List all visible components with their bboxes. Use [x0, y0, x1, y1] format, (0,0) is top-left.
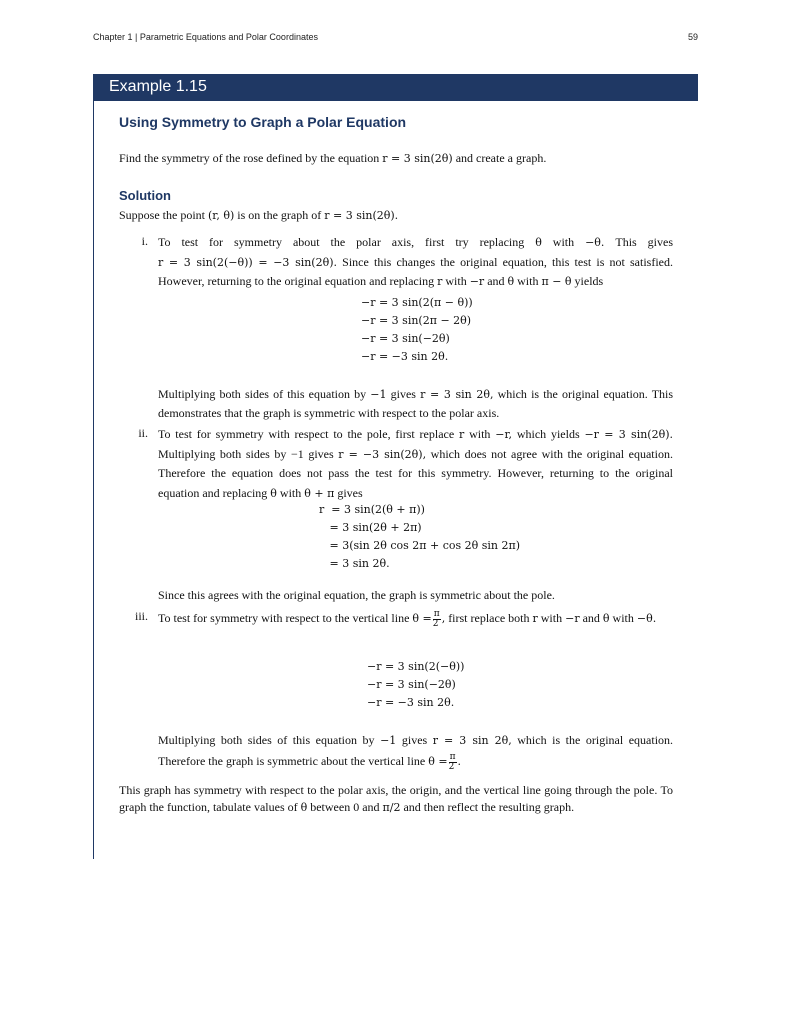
running-header-chapter: Chapter 1 | Parametric Equations and Polar Coordinates	[93, 32, 318, 42]
text-run: Suppose the point	[119, 208, 205, 222]
item-ii-conclusion: Since this agrees with the original equation, the graph is symmetric about the pole.	[158, 588, 555, 602]
equation-line: = 3 sin(2θ + 2π)	[319, 521, 422, 534]
text-run: To test for symmetry with respect to the vertical line	[158, 611, 410, 625]
equation-block-ii	[319, 501, 520, 573]
item-iii-conclusion	[158, 730, 673, 772]
text-run: with	[517, 274, 539, 288]
math-expression: −θ.	[585, 236, 605, 249]
text-run: which is the original equation. Therefore the graph is symmetric about the vertical line	[158, 733, 674, 768]
math-expression: −r,	[495, 428, 512, 441]
math-expression: .	[457, 755, 461, 768]
text-run: To test for symmetry with respect to the pole, first replace	[158, 427, 455, 441]
math-expression: −r	[565, 612, 580, 625]
math-expression: θ	[535, 236, 542, 249]
equation-line: = 3 sin 2θ.	[319, 557, 390, 570]
example-label: Example 1.15	[109, 78, 207, 95]
equation-line: −r = −3 sin 2θ.	[367, 696, 455, 709]
math-expression: r	[459, 428, 465, 441]
equation-line: −r = 3 sin(2π − 2θ)	[361, 314, 472, 327]
math: r = 3 sin(2θ)	[382, 152, 453, 165]
math-expression: θ	[300, 801, 308, 814]
math-expression: π − θ	[541, 275, 572, 288]
math-expression: θ	[507, 275, 515, 288]
text-run: gives	[337, 485, 363, 500]
item-i-conclusion	[158, 385, 673, 423]
math-expression: r = 3 sin 2θ,	[420, 388, 494, 401]
item-iii-paragraph	[158, 606, 673, 631]
text-run: This gives	[615, 235, 674, 249]
text-run: and create a graph.	[455, 151, 547, 165]
math-expression: θ	[602, 612, 610, 625]
example-banner	[93, 74, 698, 101]
solution-intro	[119, 207, 679, 224]
math-expression: r = 3 sin(2(−θ)) = −3 sin(2θ).	[158, 255, 338, 269]
list-numeral: iii.	[134, 609, 148, 623]
text-run: π	[433, 608, 440, 619]
math-expression: ,	[441, 612, 446, 625]
equation-block-iii	[367, 658, 464, 712]
text-run: is on the graph of	[237, 208, 322, 222]
math-expression: −1	[370, 388, 387, 401]
example-title: Using Symmetry to Graph a Polar Equation	[119, 114, 407, 130]
math-expression: θ =	[428, 755, 448, 768]
text-run: 2	[448, 761, 455, 772]
equation-block-i	[361, 294, 473, 366]
math-expression: π/2	[382, 801, 401, 814]
text-run: yields	[574, 274, 604, 288]
item-i-paragraph	[158, 233, 673, 292]
text-run: Multiplying both sides of this equation by	[158, 733, 375, 747]
text-run: Multiplying both sides by −1 gives	[158, 446, 334, 461]
text-run: π	[449, 751, 456, 762]
text-run: Find the symmetry of the rose defined by the equation	[119, 151, 380, 165]
text-run: with	[279, 485, 302, 500]
equation-line: −r = 3 sin(−2θ)	[367, 678, 456, 691]
equation-line: = 3(sin 2θ cos 2π + cos 2θ sin 2π)	[319, 539, 521, 552]
math-expression: θ	[270, 486, 277, 500]
math-expression: −θ.	[636, 612, 657, 625]
final-paragraph	[119, 782, 673, 816]
text-run: This graph has symmetry with respect to the polar axis, the origin, and the vertical line going through the pole. To graph the function, tabulate values of	[119, 783, 673, 814]
list-numeral: ii.	[138, 426, 148, 440]
text-run: which is the original equation. This demonstrates that the graph is symmetric with respect to the polar axis.	[158, 387, 674, 420]
math-expression: −r	[469, 275, 485, 288]
text-run: with	[612, 611, 634, 625]
text-run: with	[445, 274, 467, 288]
solution-heading: Solution	[119, 188, 171, 203]
text-run: gives	[401, 733, 428, 747]
example-left-rule	[93, 101, 94, 859]
text-run: with	[469, 427, 491, 441]
text-run: which does not agree with the original equation. Therefore the equation does not pass the test for this symmetry. However, returning to the original equation and replacing	[158, 446, 673, 500]
text-run: and	[582, 611, 600, 625]
text-run: and	[487, 274, 505, 288]
text-run: which yields	[516, 427, 580, 441]
math-expression: θ + π	[304, 486, 335, 500]
text-run: and then reflect the resulting graph.	[403, 800, 575, 814]
text-run: between 0 and	[310, 800, 380, 814]
text-run: Since this changes the original equation, this test is not satisfied. However, returning to the original equation and replacing	[158, 254, 673, 288]
page-number: 59	[687, 32, 698, 42]
text-run: first replace both	[448, 611, 530, 625]
text-run: gives	[390, 387, 416, 401]
math-expression: −r = 3 sin(2θ).	[584, 428, 673, 441]
equation-line: −r = −3 sin 2θ.	[361, 350, 449, 363]
text-run: Multiplying both sides of this equation by	[158, 387, 367, 401]
math-expression: θ =	[412, 612, 432, 625]
item-ii-paragraph	[158, 425, 673, 503]
equation-line: r = 3 sin(2(θ + π))	[319, 503, 425, 516]
math-expression: r = −3 sin(2θ),	[338, 447, 427, 461]
equation-line: −r = 3 sin(2(π − θ))	[361, 296, 473, 309]
math-expression: r	[532, 612, 538, 625]
math-expression: (r, θ)	[208, 209, 235, 222]
problem-statement	[119, 150, 679, 167]
fraction	[433, 610, 441, 629]
text-run: 2	[432, 618, 439, 629]
text-run: with	[540, 611, 563, 625]
text-run: To test for symmetry about the polar axis, first try replacing	[158, 235, 525, 249]
text-run: with	[552, 235, 575, 249]
math-expression: r = 3 sin(2θ).	[324, 209, 399, 222]
math-expression: r	[437, 275, 443, 288]
equation-line: −r = 3 sin(−2θ)	[361, 332, 450, 345]
math-expression: r = 3 sin 2θ,	[432, 734, 512, 747]
list-numeral: i.	[141, 234, 148, 248]
math-expression: −1	[380, 734, 397, 747]
fraction	[449, 753, 457, 772]
equation-line: −r = 3 sin(2(−θ))	[367, 660, 465, 673]
